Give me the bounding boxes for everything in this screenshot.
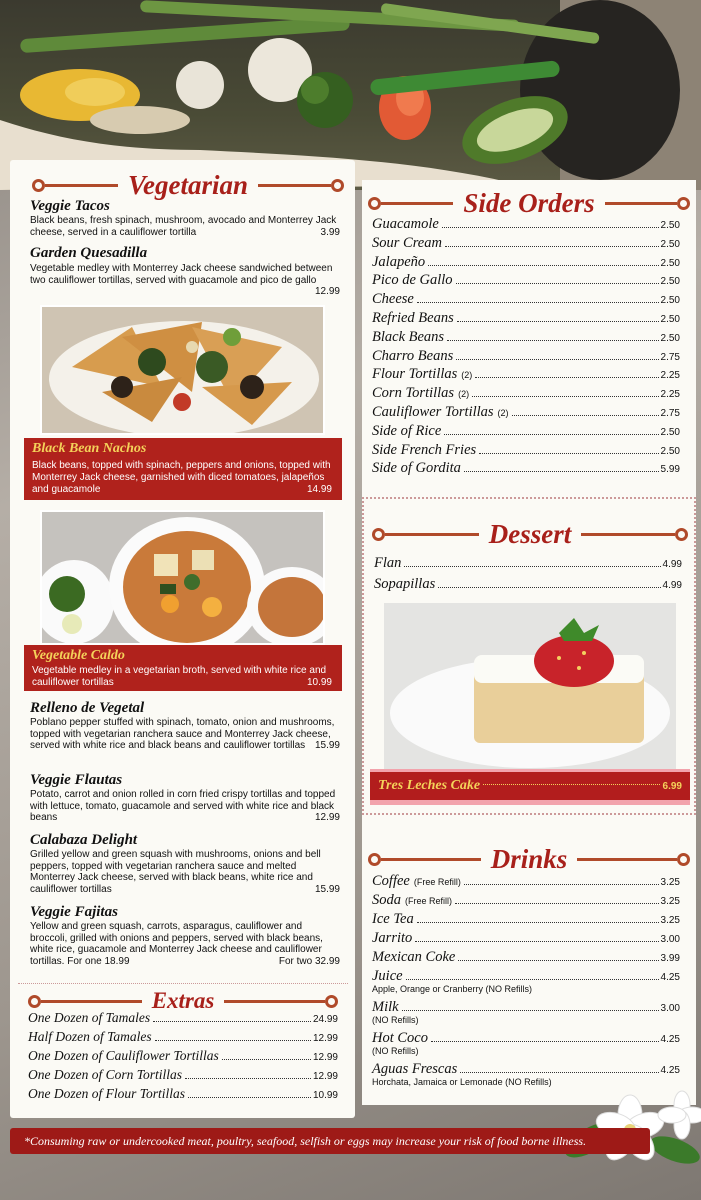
- item-name: Side of Gordita: [372, 460, 461, 477]
- item-name: Cheese: [372, 291, 414, 308]
- item-price: 3.99: [320, 226, 340, 238]
- extras-item: [28, 1086, 338, 1102]
- item-price: 12.99: [312, 1071, 338, 1082]
- leader-dots: [155, 1040, 311, 1041]
- side-order-item: [372, 291, 680, 308]
- item-name: Refried Beans: [372, 310, 454, 326]
- item-note: (2): [461, 370, 473, 381]
- ornament-icon: [325, 995, 338, 1008]
- side-order-item: [372, 254, 680, 271]
- ornament-icon: [372, 528, 385, 541]
- leader-dots: [464, 884, 659, 885]
- item-price: 2.50: [660, 332, 680, 344]
- item-name: Coffee: [372, 873, 410, 889]
- item-name: Half Dozen of Tamales: [28, 1029, 152, 1044]
- item-price: 12.99: [312, 1052, 338, 1063]
- item-name: Pico de Gallo: [372, 272, 453, 289]
- right-menu-column: [362, 180, 696, 1105]
- item-price: 15.99: [314, 883, 340, 895]
- item-price: 2.25: [660, 389, 680, 401]
- drink-item: [372, 1061, 680, 1078]
- item-name: Mexican Coke: [372, 949, 456, 965]
- item-description: Yellow and green squash, carrots, asparagus, cauliflower and broccoli, grilled with onions and peppers, served with black beans, white rice, guacamole and Monterrey Jack cheese and cauliflower tortillas. For one 18.99 For two 32.99: [30, 921, 340, 967]
- item-name: Cauliflower Tortillas: [372, 404, 494, 420]
- item-name: Corn Tortillas: [372, 385, 455, 402]
- item-price: 2.25: [660, 370, 680, 382]
- leader-dots: [417, 922, 659, 923]
- item-name: Black Beans: [372, 328, 445, 345]
- leader-dots: [445, 246, 659, 247]
- leader-dots: [188, 1097, 311, 1098]
- dessert-title: Dessert: [488, 519, 572, 549]
- leader-dots: [447, 340, 658, 341]
- leader-dots: [479, 453, 658, 454]
- ornament-icon: [32, 179, 45, 192]
- item-name: Guacamole: [372, 216, 439, 232]
- leader-dots: [438, 587, 660, 588]
- item-description: Potato, carrot and onion rolled in corn fried crispy tortillas and topped with lettuce, tomato, guacamole and served with white rice and black beans 12.99: [30, 789, 340, 824]
- side-order-item: [372, 366, 680, 383]
- ornament-icon: [677, 197, 690, 210]
- item-name: Hot Coco: [372, 1030, 428, 1046]
- item-price: 14.99: [306, 483, 332, 495]
- leader-dots: [442, 227, 659, 228]
- for-two-group: [279, 956, 340, 968]
- item-price: 2.50: [660, 426, 680, 438]
- extras-item: [28, 1010, 338, 1026]
- side-order-item: [372, 348, 680, 365]
- item-price: 4.99: [662, 580, 682, 591]
- drink-item: [372, 949, 680, 966]
- item-price: 18.99: [104, 955, 130, 967]
- ornament-icon: [368, 197, 381, 210]
- item-name: Tres Leches Cake: [378, 778, 481, 793]
- side-orders-title: Side Orders: [463, 188, 595, 218]
- leader-dots: [464, 471, 659, 472]
- item-name: One Dozen of Cauliflower Tortillas: [28, 1048, 219, 1063]
- vegetable-caldo-banner: [24, 645, 342, 691]
- item-price: 5.99: [660, 464, 680, 476]
- leader-dots: [456, 359, 658, 360]
- leader-dots: [460, 1072, 658, 1073]
- item-description: Poblano pepper stuffed with spinach, tomato, onion and mushrooms, topped with vegetarian ranchera sauce and Monterrey Jack cheese, served with white rice and black beans and cauliflower tortillas 15.99: [30, 717, 340, 752]
- item-name: Garden Quesadilla: [30, 245, 148, 261]
- side-order-item: [372, 423, 680, 440]
- drink-item: [372, 911, 680, 928]
- item-price: 2.50: [660, 257, 680, 269]
- drink-item: [372, 892, 680, 909]
- drink-item: [372, 1030, 680, 1047]
- item-price: 2.75: [660, 351, 680, 363]
- item-price: 3.25: [660, 915, 680, 926]
- item-note: (2): [458, 389, 470, 400]
- item-price: 2.50: [660, 295, 680, 307]
- item-price: 2.50: [660, 314, 680, 325]
- side-order-item: [372, 404, 680, 421]
- leader-dots: [402, 1010, 659, 1011]
- leader-dots: [415, 941, 658, 942]
- tres-leches-banner: [370, 769, 690, 805]
- item-price: 3.99: [660, 953, 680, 964]
- item-name: Aguas Frescas: [372, 1061, 458, 1077]
- leader-dots: [417, 302, 659, 303]
- item-note: Apple, Orange or Cranberry (NO Refills): [372, 984, 533, 994]
- item-description: Black beans, fresh spinach, mushroom, avocado and Monterrey Jack cheese, served in a cauliflower tortilla 3.99: [30, 215, 340, 238]
- item-note: (NO Refills): [372, 1046, 419, 1056]
- leader-dots: [428, 265, 658, 266]
- item-name: Soda: [372, 892, 401, 908]
- item-price: 3.00: [660, 1003, 680, 1014]
- ornament-icon: [675, 528, 688, 541]
- dessert-heading: [372, 519, 688, 550]
- item-price: 15.99: [314, 740, 340, 752]
- item-price: 4.25: [660, 972, 680, 983]
- item-name: Calabaza Delight: [30, 832, 138, 848]
- item-name: Vegetable Caldo: [32, 648, 125, 663]
- item-note: (Free Refill): [413, 877, 461, 887]
- item-name: Flour Tortillas: [372, 366, 458, 383]
- tres-leches-photo: [384, 603, 676, 769]
- leader-dots: [153, 1021, 311, 1022]
- drink-item: [372, 873, 680, 890]
- side-order-item: [372, 310, 680, 327]
- item-price: 3.00: [660, 934, 680, 945]
- leader-dots: [444, 434, 658, 435]
- dessert-item: [374, 576, 682, 593]
- leader-dots: [185, 1078, 311, 1079]
- leader-dots: [404, 566, 660, 567]
- item-name: Veggie Flautas: [30, 772, 123, 788]
- ornament-icon: [677, 853, 690, 866]
- item-price: 2.50: [660, 238, 680, 250]
- item-price: 3.25: [660, 896, 680, 907]
- item-name: One Dozen of Tamales: [28, 1010, 151, 1025]
- side-order-item: [372, 235, 680, 252]
- side-order-item: [372, 460, 680, 477]
- caldo-photo: [40, 510, 325, 645]
- drinks-title: Drinks: [490, 844, 568, 874]
- item-price: 2.50: [660, 276, 680, 288]
- extras-item: [28, 1029, 338, 1045]
- disclaimer-text: *Consuming raw or undercooked meat, poultry, seafood, selfish or eggs may increase your risk of food borne illness.: [24, 1134, 587, 1148]
- item-name: Jarrito: [372, 930, 413, 946]
- item-price: 4.25: [660, 1065, 680, 1076]
- item-name: Relleno de Vegetal: [30, 700, 145, 716]
- item-description: Black beans, topped with spinach, peppers and onions, topped with Monterrey Jack cheese, garnished with diced tomatoes, jalapeños and guacamole 14.99: [32, 460, 332, 495]
- ornament-icon: [28, 995, 41, 1008]
- side-order-item: [372, 442, 680, 459]
- item-name: Sour Cream: [372, 234, 442, 251]
- leader-dots: [457, 321, 659, 322]
- leader-dots: [475, 377, 658, 378]
- extras-item: [28, 1067, 338, 1083]
- vegetarian-title: Vegetarian: [128, 170, 249, 200]
- side-orders-heading: [368, 188, 690, 219]
- leader-dots: [472, 396, 658, 397]
- tres-leches-row: [370, 772, 690, 800]
- nachos-photo: [40, 305, 325, 435]
- side-order-item: [372, 329, 680, 346]
- item-price: 12.99: [314, 812, 340, 824]
- item-price: 24.99: [312, 1014, 338, 1025]
- extras-section: [18, 983, 348, 1111]
- item-name: Veggie Fajitas: [30, 904, 118, 920]
- drinks-heading: [368, 844, 690, 875]
- leader-dots: [458, 960, 658, 961]
- item-price: 12.99: [312, 1033, 338, 1044]
- leader-dots: [456, 283, 659, 284]
- item-price: 10.99: [306, 676, 332, 688]
- item-price: 2.50: [660, 220, 680, 231]
- item-name: One Dozen of Flour Tortillas: [28, 1086, 186, 1101]
- item-price: 6.99: [662, 780, 682, 792]
- leader-dots: [512, 415, 659, 416]
- item-description: Vegetable medley in a vegetarian broth, served with white rice and cauliflower tortillas 10.99: [32, 665, 332, 688]
- item-description: Vegetable medley with Monterrey Jack cheese sandwiched between two cauliflower tortillas, served with guacamole and pico de gallo 12.99: [30, 263, 340, 298]
- item-name: Black Bean Nachos: [32, 441, 147, 456]
- item-name: Veggie Tacos: [30, 198, 110, 214]
- item-note: (2): [497, 408, 509, 418]
- item-price: 2.75: [660, 408, 680, 419]
- dessert-section: [362, 497, 696, 815]
- item-name: Sopapillas: [374, 576, 436, 592]
- item-name: Charro Beans: [372, 347, 454, 364]
- item-note: Horchata, Jamaica or Lemonade (NO Refills): [372, 1077, 552, 1087]
- item-name: Ice Tea: [372, 911, 414, 927]
- side-order-item: [372, 272, 680, 289]
- left-menu-column: [10, 160, 355, 1118]
- drink-item: [372, 930, 680, 947]
- item-note: (NO Refills): [372, 1015, 419, 1025]
- item-name: Juice: [372, 968, 403, 984]
- item-price: 12.99: [314, 286, 340, 298]
- item-price: 2.50: [660, 445, 680, 457]
- for-two-label: For two: [278, 955, 313, 967]
- leader-dots: [406, 979, 659, 980]
- side-order-item: [372, 385, 680, 402]
- item-note: (Free Refill): [405, 896, 453, 906]
- item-name: One Dozen of Corn Tortillas: [28, 1067, 183, 1082]
- leader-dots: [222, 1059, 311, 1060]
- drink-item: [372, 999, 680, 1016]
- item-name: Flan: [374, 555, 402, 571]
- item-price: 32.99: [314, 955, 340, 967]
- item-name: Side of Rice: [372, 422, 442, 439]
- black-bean-nachos-banner: [24, 438, 342, 500]
- for-one-label: For one: [67, 955, 102, 967]
- item-name: Jalapeño: [372, 253, 426, 270]
- item-price: 10.99: [312, 1090, 338, 1101]
- leader-dots: [431, 1041, 659, 1042]
- item-price: 3.25: [660, 877, 680, 888]
- extras-title: Extras: [151, 988, 215, 1013]
- vegetarian-heading: [32, 170, 344, 201]
- disclaimer-bar: [10, 1128, 650, 1154]
- ornament-icon: [368, 853, 381, 866]
- side-order-item: [372, 216, 680, 233]
- item-description: Grilled yellow and green squash with mushrooms, onions and bell peppers, topped with vegetarian ranchera sauce and melted Monterrey Jack cheese, served with black beans, white rice and cauliflower tortillas 15.99: [30, 849, 340, 895]
- extras-item: [28, 1048, 338, 1064]
- dessert-item: [374, 555, 682, 572]
- item-name: Side French Fries: [372, 441, 477, 458]
- leader-dots: [455, 903, 659, 904]
- item-name: Milk: [372, 999, 399, 1015]
- item-price: 4.99: [662, 559, 682, 570]
- drink-item: [372, 968, 680, 985]
- ornament-icon: [331, 179, 344, 192]
- item-price: 4.25: [660, 1034, 680, 1045]
